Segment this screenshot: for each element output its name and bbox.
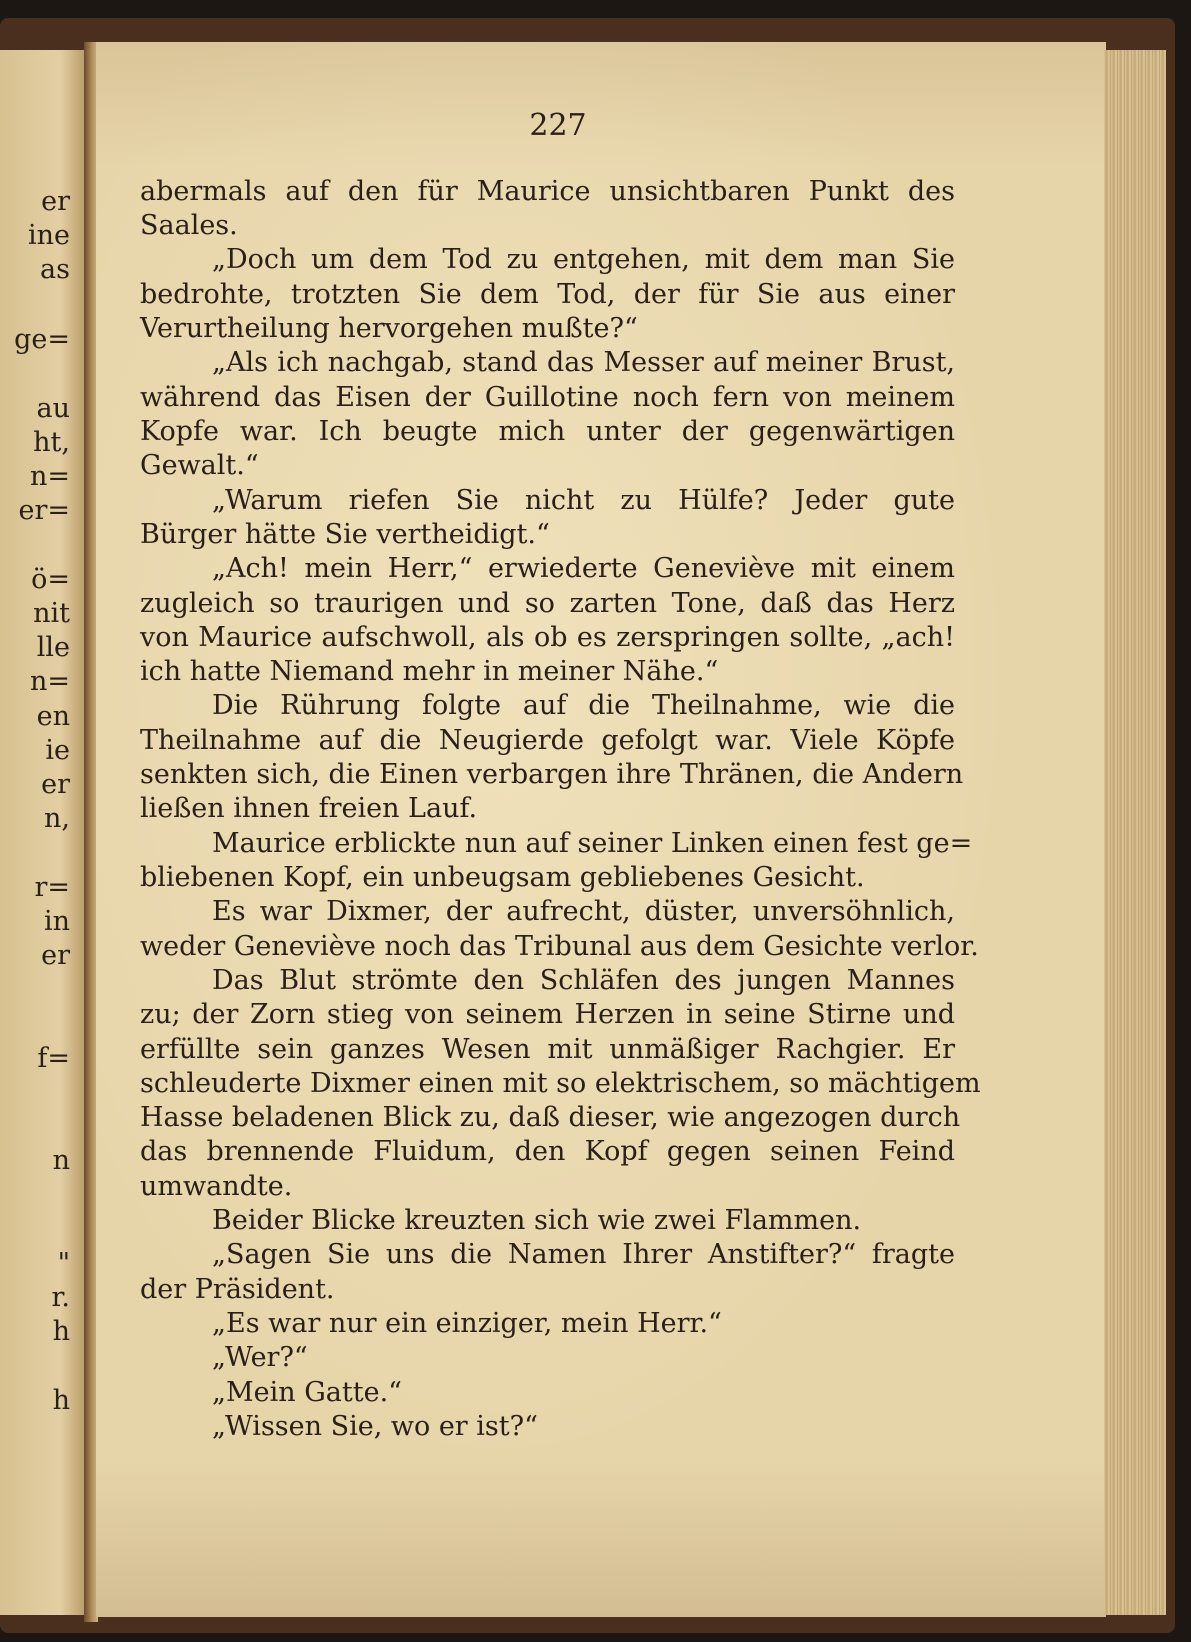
- text-line: „Wissen Sie, wo er ist?“: [212, 1411, 538, 1442]
- text-line: „Doch um dem Tod zu entgehen, mit dem man Sie: [212, 244, 955, 275]
- left-fragment: en: [36, 701, 70, 732]
- page-edges: [1104, 50, 1166, 1615]
- left-fragment: r=: [34, 872, 70, 903]
- left-fragment: n=: [29, 666, 70, 697]
- left-fragment: in: [43, 906, 70, 937]
- text-line: „Sagen Sie uns die Namen Ihrer Anstifter?“ fragte: [212, 1239, 955, 1270]
- text-line: schleuderte Dixmer einen mit so elektrischem, so mächtigem: [140, 1068, 981, 1099]
- text-line: senkten sich, die Einen verbargen ihre Thränen, die Andern: [140, 759, 964, 790]
- text-line: Verurtheilung hervorgehen mußte?“: [140, 313, 638, 344]
- text-line: „Als ich nachgab, stand das Messer auf meiner Brust,: [212, 347, 955, 378]
- left-fragment: h: [52, 1385, 70, 1416]
- text-line: Maurice erblickte nun auf seiner Linken einen fest ge=: [212, 828, 973, 859]
- left-page: [0, 50, 86, 1615]
- text-line: „Warum riefen Sie nicht zu Hülfe? Jeder gute: [212, 485, 955, 516]
- left-fragment: h: [52, 1316, 70, 1347]
- left-fragment: nit: [33, 598, 70, 629]
- text-line: zu; der Zorn stieg von seinem Herzen in seine Stirne und: [140, 999, 955, 1030]
- text-line: Saales.: [140, 210, 238, 241]
- text-line: der Präsident.: [140, 1274, 335, 1305]
- text-line: während das Eisen der Guillotine noch fern von meinem: [140, 382, 955, 413]
- left-fragment: er: [41, 940, 70, 971]
- left-fragment: au: [36, 393, 70, 424]
- text-line: Hasse beladenen Blick zu, daß dieser, wie angezogen durch: [140, 1102, 961, 1133]
- left-fragment: ": [57, 1248, 70, 1279]
- text-line: Das Blut strömte den Schläfen des jungen Mannes: [212, 965, 955, 996]
- left-fragment: lle: [36, 632, 70, 663]
- page-number: 227: [529, 108, 587, 143]
- text-line: Die Rührung folgte auf die Theilnahme, wie die: [212, 690, 955, 721]
- text-line: Kopfe war. Ich beugte mich unter der gegenwärtigen: [140, 416, 955, 447]
- left-fragment: r.: [51, 1282, 70, 1313]
- text-line: das brennende Fluidum, den Kopf gegen seinen Feind: [140, 1136, 955, 1167]
- left-fragment: ge=: [14, 324, 70, 355]
- left-fragment: er=: [18, 495, 70, 526]
- left-fragment: er: [41, 769, 70, 800]
- left-fragment: er: [41, 186, 70, 217]
- text-line: Theilnahme auf die Neugierde gefolgt war. Viele Köpfe: [140, 725, 955, 756]
- text-line: Beider Blicke kreuzten sich wie zwei Flammen.: [212, 1205, 862, 1236]
- text-line: „Mein Gatte.“: [212, 1377, 402, 1408]
- text-line: Bürger hätte Sie vertheidigt.“: [140, 519, 550, 550]
- text-line: abermals auf den für Maurice unsichtbaren Punkt des: [140, 176, 955, 207]
- left-fragment: n=: [29, 461, 70, 492]
- text-line: „Wer?“: [212, 1342, 308, 1373]
- text-line: umwandte.: [140, 1171, 293, 1202]
- text-line: weder Geneviève noch das Tribunal aus dem Gesichte verlor.: [140, 931, 979, 962]
- left-fragment: as: [40, 254, 70, 285]
- text-line: zugleich so traurigen und so zarten Tone, daß das Herz: [140, 588, 955, 619]
- text-line: ich hatte Niemand mehr in meiner Nähe.“: [140, 656, 719, 687]
- left-fragment: n,: [44, 803, 70, 834]
- text-line: von Maurice aufschwoll, als ob es zerspringen sollte, „ach!: [140, 622, 955, 653]
- text-line: ließen ihnen freien Lauf.: [140, 793, 478, 824]
- left-fragment: n: [52, 1145, 70, 1176]
- text-line: „Ach! mein Herr,“ erwiederte Geneviève mit einem: [212, 553, 955, 584]
- text-line: bedrohte, trotzten Sie dem Tod, der für Sie aus einer: [140, 279, 955, 310]
- left-fragment: ö=: [31, 564, 70, 595]
- text-line: erfüllte sein ganzes Wesen mit unmäßiger Rachgier. Er: [140, 1034, 955, 1065]
- left-fragment: ht,: [33, 427, 70, 458]
- text-line: Gewalt.“: [140, 450, 259, 481]
- text-line: bliebenen Kopf, ein unbeugsam gebliebenes Gesicht.: [140, 862, 865, 893]
- left-fragment: ie: [45, 735, 70, 766]
- text-line: Es war Dixmer, der aufrecht, düster, unversöhnlich,: [212, 896, 955, 927]
- left-fragment: ine: [27, 220, 70, 251]
- left-fragment: f=: [37, 1043, 70, 1074]
- text-line: „Es war nur ein einziger, mein Herr.“: [212, 1308, 722, 1339]
